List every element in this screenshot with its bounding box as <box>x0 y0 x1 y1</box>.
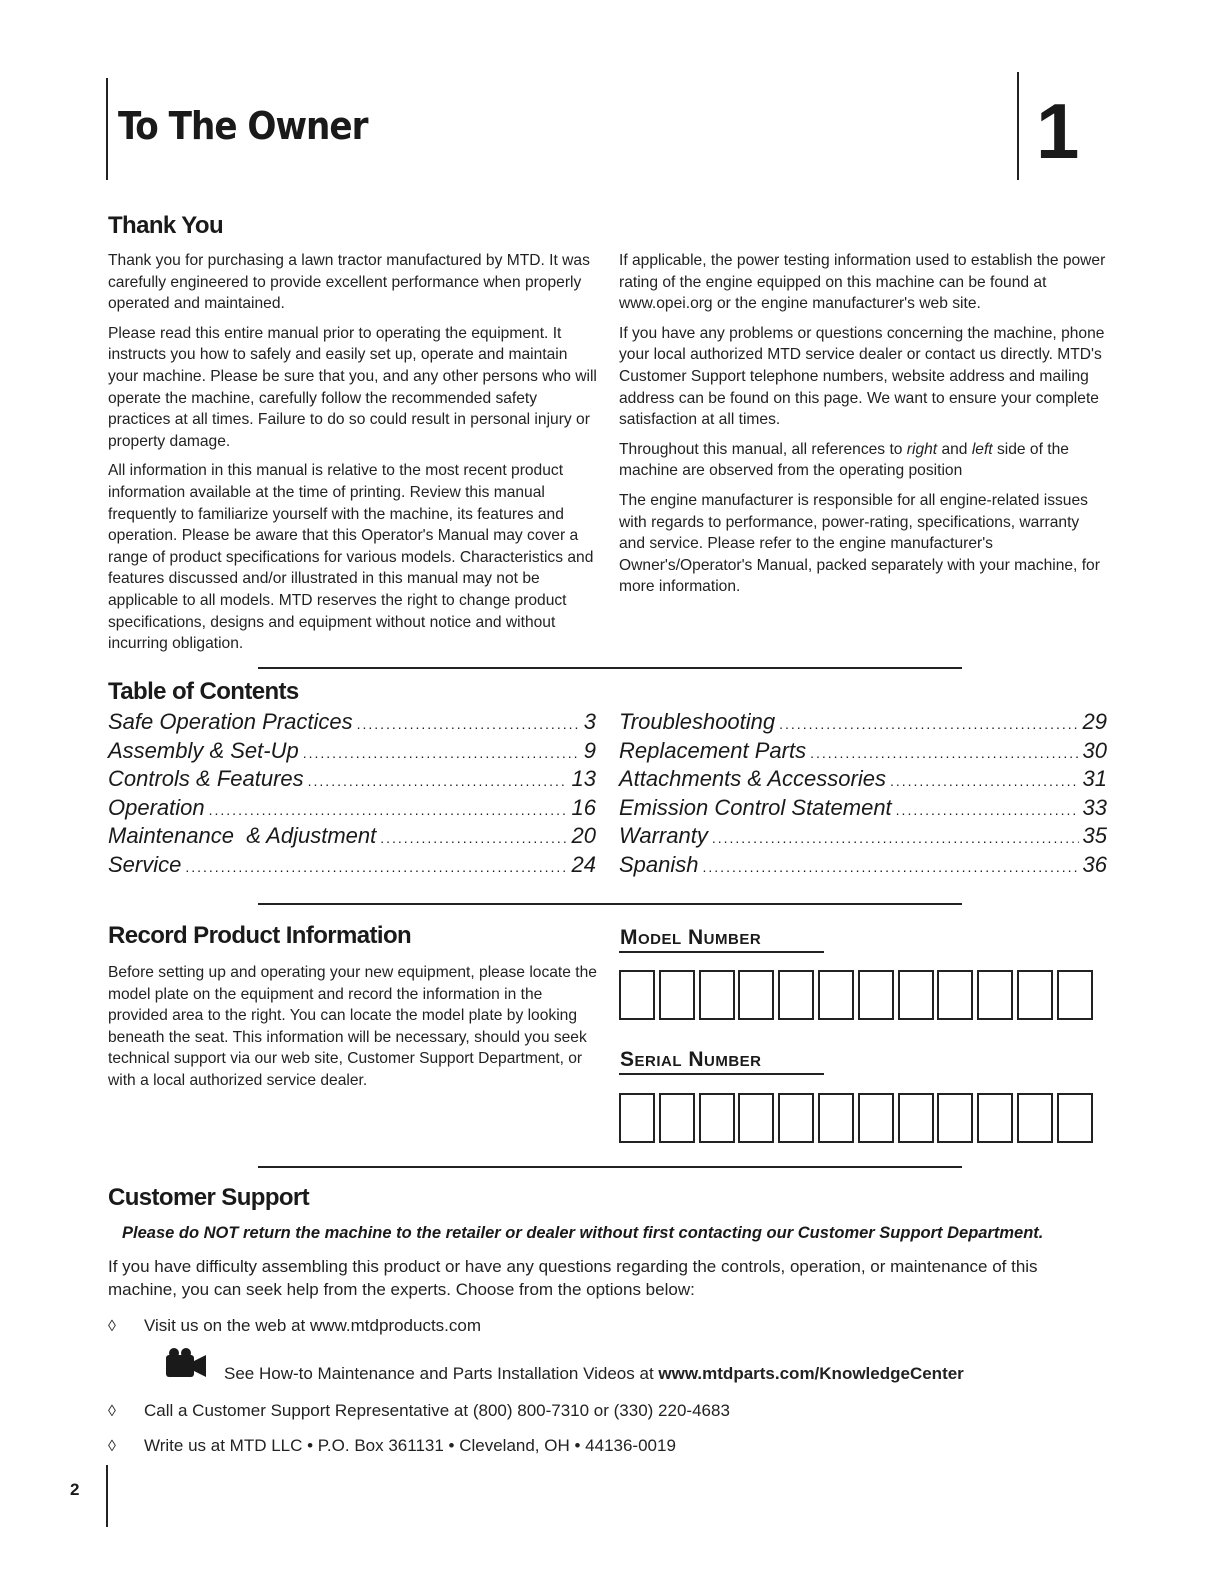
thank-you-paragraph: All information in this manual is relative to the most recent product information available at the time of printing. Review this manual frequently to familiarize yourself with the machine, its features and operation. Please be aware that this Operator's Manual may cover a range of product specifications for various models. Characteristics and features discussed and/or illustrated in this manual may not be applicable to all models. MTD reserves the right to change product specifications, designs and equipment without notice and without incurring obligation. <box>108 462 594 653</box>
support-heading: Customer Support <box>108 1184 310 1211</box>
bullet-diamond: ◊ <box>108 1403 116 1420</box>
serial-digit-box[interactable] <box>977 1093 1013 1143</box>
toc-leader <box>896 796 1079 825</box>
serial-digit-box[interactable] <box>898 1093 934 1143</box>
toc-entry-label: Troubleshooting <box>619 709 776 734</box>
toc-entry[interactable] <box>108 851 596 880</box>
toc-entry-label: Warranty <box>619 823 708 849</box>
serial-number-label-text: Serial Number <box>620 1048 762 1071</box>
orientation-paragraph <box>619 439 1109 482</box>
record-paragraph: Before setting up and operating your new equipment, please locate the model plate on the equipment and record the information in the provided area to the right. You can locate the model plate by looking beneath the seat. This information will be necessary, should you seek technical support via our web site, Customer Support Department, or with a local authorized service dealer. <box>108 964 597 1089</box>
serial-number-boxes[interactable] <box>619 1093 1093 1143</box>
toc-entry-label: Attachments & Accessories <box>619 766 886 792</box>
serial-digit-box[interactable] <box>738 1093 774 1143</box>
model-number-underline <box>619 951 824 953</box>
toc-leader <box>380 824 567 853</box>
page-number: 2 <box>70 1480 80 1499</box>
support-intro: If you have difficulty assembling this product or have any questions regarding the controls, operation, or maintenance of this machine, you can seek help from the experts. Choose from the options below: <box>108 1257 1038 1299</box>
toc-leader <box>810 739 1078 768</box>
thank-you-paragraph: Please read this entire manual prior to operating the equipment. It instructs you how to safely and easily set up, operate and maintain your machine. Please be sure that you, and any other persons who will operate the machine, carefully follow the recommended safety practices at all times. Failure to do so could result in personal injury or property damage. <box>108 324 597 450</box>
engine-paragraph: The engine manufacturer is responsible for all engine-related issues with regards to performance, power-rating, specifications, warranty and service. Please refer to the engine manufacturer's Owner's/Operator's Manual, packed separately with your machine, for more information. <box>619 491 1100 596</box>
toc-leader <box>357 710 580 739</box>
knowledge-center-link[interactable]: www.mtdparts.com/KnowledgeCenter <box>658 1364 964 1383</box>
toc-entry-label: Controls & Features <box>108 766 304 792</box>
serial-number-underline <box>619 1073 824 1075</box>
toc-entry-page: 35 <box>1082 823 1107 849</box>
support-warning: Please do NOT return the machine to the retailer or dealer without first contacting our Customer Support Department. <box>122 1224 1044 1242</box>
bullet-diamond: ◊ <box>108 1438 116 1455</box>
thank-you-right-column <box>619 250 1109 606</box>
toc-entry-label: Operation <box>108 794 205 820</box>
serial-digit-box[interactable] <box>778 1093 814 1143</box>
toc-entry-label: Maintenance & Adjustment <box>108 823 377 849</box>
toc-leader <box>209 796 568 825</box>
model-number-boxes[interactable] <box>619 970 1093 1020</box>
model-digit-box[interactable] <box>898 970 934 1020</box>
serial-digit-box[interactable] <box>937 1093 973 1143</box>
support-mail-option: Write us at MTD LLC • P.O. Box 361131 • Cleveland, OH • 44136-0019 <box>144 1436 676 1455</box>
bullet-diamond: ◊ <box>108 1318 116 1335</box>
toc-entry[interactable] <box>619 822 1107 851</box>
support-video-option <box>224 1363 964 1386</box>
toc-leader <box>308 767 568 796</box>
toc-entry-label: Safe Operation Practices <box>108 709 353 734</box>
toc-entry[interactable] <box>108 737 596 766</box>
toc-entry-page: 24 <box>571 851 596 877</box>
serial-digit-box[interactable] <box>1017 1093 1053 1143</box>
toc-entry[interactable] <box>619 794 1107 823</box>
model-number-label-text: Model Number <box>620 926 762 949</box>
model-digit-box[interactable] <box>738 970 774 1020</box>
serial-digit-box[interactable] <box>659 1093 695 1143</box>
model-number-label <box>620 926 761 950</box>
toc-entry[interactable] <box>108 822 596 851</box>
toc-left-column <box>108 708 596 880</box>
toc-entry[interactable] <box>619 708 1107 737</box>
serial-digit-box[interactable] <box>699 1093 735 1143</box>
toc-leader <box>185 853 567 882</box>
toc-entry-page: 29 <box>1082 709 1107 734</box>
toc-entry-label: Service <box>108 851 182 877</box>
orientation-left-word: left <box>971 440 993 458</box>
serial-digit-box[interactable] <box>1057 1093 1093 1143</box>
toc-leader <box>779 710 1078 739</box>
model-digit-box[interactable] <box>977 970 1013 1020</box>
toc-right-column <box>619 708 1107 880</box>
toc-entry[interactable] <box>108 765 596 794</box>
toc-entry-label: Replacement Parts <box>619 737 807 763</box>
thank-you-left-column <box>108 250 598 663</box>
model-digit-box[interactable] <box>858 970 894 1020</box>
model-digit-box[interactable] <box>699 970 735 1020</box>
model-digit-box[interactable] <box>659 970 695 1020</box>
toc-entry-page: 9 <box>583 737 596 763</box>
thank-you-paragraph: Thank you for purchasing a lawn tractor manufactured by MTD. It was carefully engineered to provide excellent performance when properly operated and maintained. <box>108 252 590 313</box>
model-digit-box[interactable] <box>818 970 854 1020</box>
toc-entry-page: 13 <box>571 766 596 792</box>
model-digit-box[interactable] <box>937 970 973 1020</box>
thank-you-heading: Thank You <box>108 212 224 239</box>
toc-entry-page: 3 <box>583 709 596 734</box>
toc-leader <box>712 824 1079 853</box>
section-divider <box>258 903 962 905</box>
record-heading: Record Product Information <box>108 922 412 949</box>
toc-leader <box>703 853 1079 882</box>
section-divider <box>258 667 962 669</box>
toc-entry[interactable] <box>619 851 1107 880</box>
video-text: See How-to Maintenance and Parts Installation Videos at <box>224 1364 659 1383</box>
toc-entry-page: 30 <box>1082 737 1107 763</box>
toc-entry-label: Emission Control Statement <box>619 794 892 820</box>
toc-entry[interactable] <box>619 765 1107 794</box>
orientation-text: Throughout this manual, all references to <box>619 440 907 458</box>
model-digit-box[interactable] <box>1017 970 1053 1020</box>
orientation-right-word: right <box>906 440 938 458</box>
toc-leader <box>303 739 580 768</box>
footer-rule <box>106 1465 108 1527</box>
serial-digit-box[interactable] <box>818 1093 854 1143</box>
support-phone-option: Call a Customer Support Representative at (800) 800-7310 or (330) 220-4683 <box>144 1401 730 1420</box>
toc-entry-page: 16 <box>571 794 596 820</box>
support-contact-paragraph: If you have any problems or questions concerning the machine, phone your local authorized MTD service dealer or contact us directly. MTD's Customer Support telephone numbers, website address and mailing address can be found on this page. We want to ensure your complete satisfaction at all times. <box>619 324 1105 429</box>
section-divider <box>258 1166 962 1168</box>
header-rule-right <box>1017 72 1019 180</box>
chapter-title: To The Owner <box>118 104 368 148</box>
support-web-option: Visit us on the web at www.mtdproducts.com <box>144 1316 482 1335</box>
toc-heading: Table of Contents <box>108 678 299 705</box>
serial-number-label <box>620 1048 762 1072</box>
toc-entry-label: Assembly & Set-Up <box>108 737 299 763</box>
toc-entry-page: 33 <box>1082 794 1107 820</box>
toc-entry[interactable] <box>619 737 1107 766</box>
chapter-number: 1 <box>1036 87 1080 175</box>
video-camera-icon <box>164 1347 208 1381</box>
toc-entry-page: 31 <box>1082 766 1107 792</box>
orientation-text: and <box>937 440 972 458</box>
model-digit-box[interactable] <box>1057 970 1093 1020</box>
toc-leader <box>890 767 1079 796</box>
toc-entry[interactable] <box>108 708 596 737</box>
toc-entry[interactable] <box>108 794 596 823</box>
toc-entry-page: 36 <box>1082 851 1107 877</box>
orientation-text: side of the machine are observed from the operating position <box>619 440 1069 480</box>
model-digit-box[interactable] <box>778 970 814 1020</box>
toc-entry-page: 20 <box>571 823 596 849</box>
header-rule-left <box>106 78 108 180</box>
power-testing-paragraph: If applicable, the power testing information used to establish the power rating of the engine equipped on this machine can be found at www.opei.org or the engine manufacturer's web site. <box>619 252 1106 313</box>
toc-entry-label: Spanish <box>619 851 699 877</box>
serial-digit-box[interactable] <box>619 1093 655 1143</box>
serial-digit-box[interactable] <box>858 1093 894 1143</box>
model-digit-box[interactable] <box>619 970 655 1020</box>
